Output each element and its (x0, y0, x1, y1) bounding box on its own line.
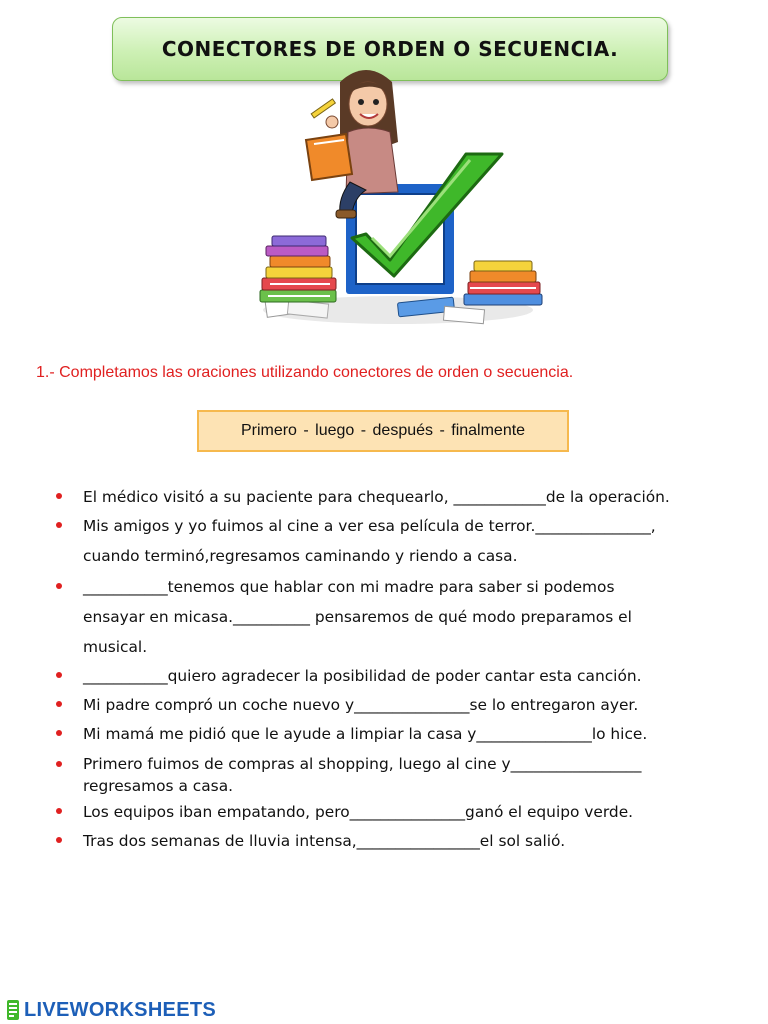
bullet-icon (56, 583, 62, 589)
right-book-stack-icon (464, 261, 542, 305)
liveworksheets-logo-icon (6, 999, 20, 1021)
exercise-line: cuando terminó,regresamos caminando y riendo a casa. (83, 547, 518, 565)
exercise-item (56, 753, 641, 797)
page-title: CONECTORES DE ORDEN O SECUENCIA. (161, 37, 619, 61)
exercise-line: ___________tenemos que hablar con mi madre para saber si podemos (83, 578, 615, 596)
exercise-item (56, 719, 647, 749)
exercise-line: Mi mamá me pidió que le ayude a limpiar la casa y_______________lo hice. (83, 725, 648, 743)
exercise-item (56, 797, 633, 827)
bullet-icon (56, 761, 62, 767)
exercise-line: ___________quiero agradecer la posibilidad de poder cantar esta canción. (83, 667, 642, 685)
bullet-icon (56, 493, 62, 499)
exercise-item (56, 511, 656, 571)
bullet-icon (56, 672, 62, 678)
exercise-line: Mis amigos y yo fuimos al cine a ver esa película de terror._______________, (83, 517, 656, 535)
liveworksheets-brand[interactable] (6, 996, 216, 1024)
teacher-checkmark-illustration (248, 62, 548, 334)
exercise-item (56, 826, 565, 856)
left-book-stack-icon (260, 236, 336, 302)
exercise-line: Mi padre compró un coche nuevo y_______________se lo entregaron ayer. (83, 696, 639, 714)
bullet-icon (56, 701, 62, 707)
exercise-line: ensayar en micasa.__________ pensaremos de qué modo preparamos el (83, 608, 632, 626)
exercise-line: Tras dos semanas de lluvia intensa,________________el sol salió. (83, 832, 566, 850)
exercise-item (56, 661, 642, 691)
bullet-icon (56, 837, 62, 843)
bullet-icon (56, 730, 62, 736)
exercise-line: El médico visitó a su paciente para chequearlo, ____________de la operación. (83, 488, 670, 506)
brand-name: LIVEWORKSHEETS (24, 998, 216, 1021)
exercise-item (56, 572, 632, 662)
instruction-text: 1.- Completamos las oraciones utilizando conectores de orden o secuencia. (36, 364, 574, 381)
exercise-item (56, 482, 670, 512)
exercise-line: Primero fuimos de compras al shopping, luego al cine y_________________ (83, 755, 642, 773)
word-bank: Primero - luego - después - finalmente (197, 410, 569, 452)
bullet-icon (56, 808, 62, 814)
bullet-icon (56, 522, 62, 528)
exercise-line: musical. (83, 638, 148, 656)
exercise-line: Los equipos iban empatando, pero_______________ganó el equipo verde. (83, 803, 634, 821)
exercise-item (56, 690, 638, 720)
exercise-line: regresamos a casa. (83, 777, 234, 795)
